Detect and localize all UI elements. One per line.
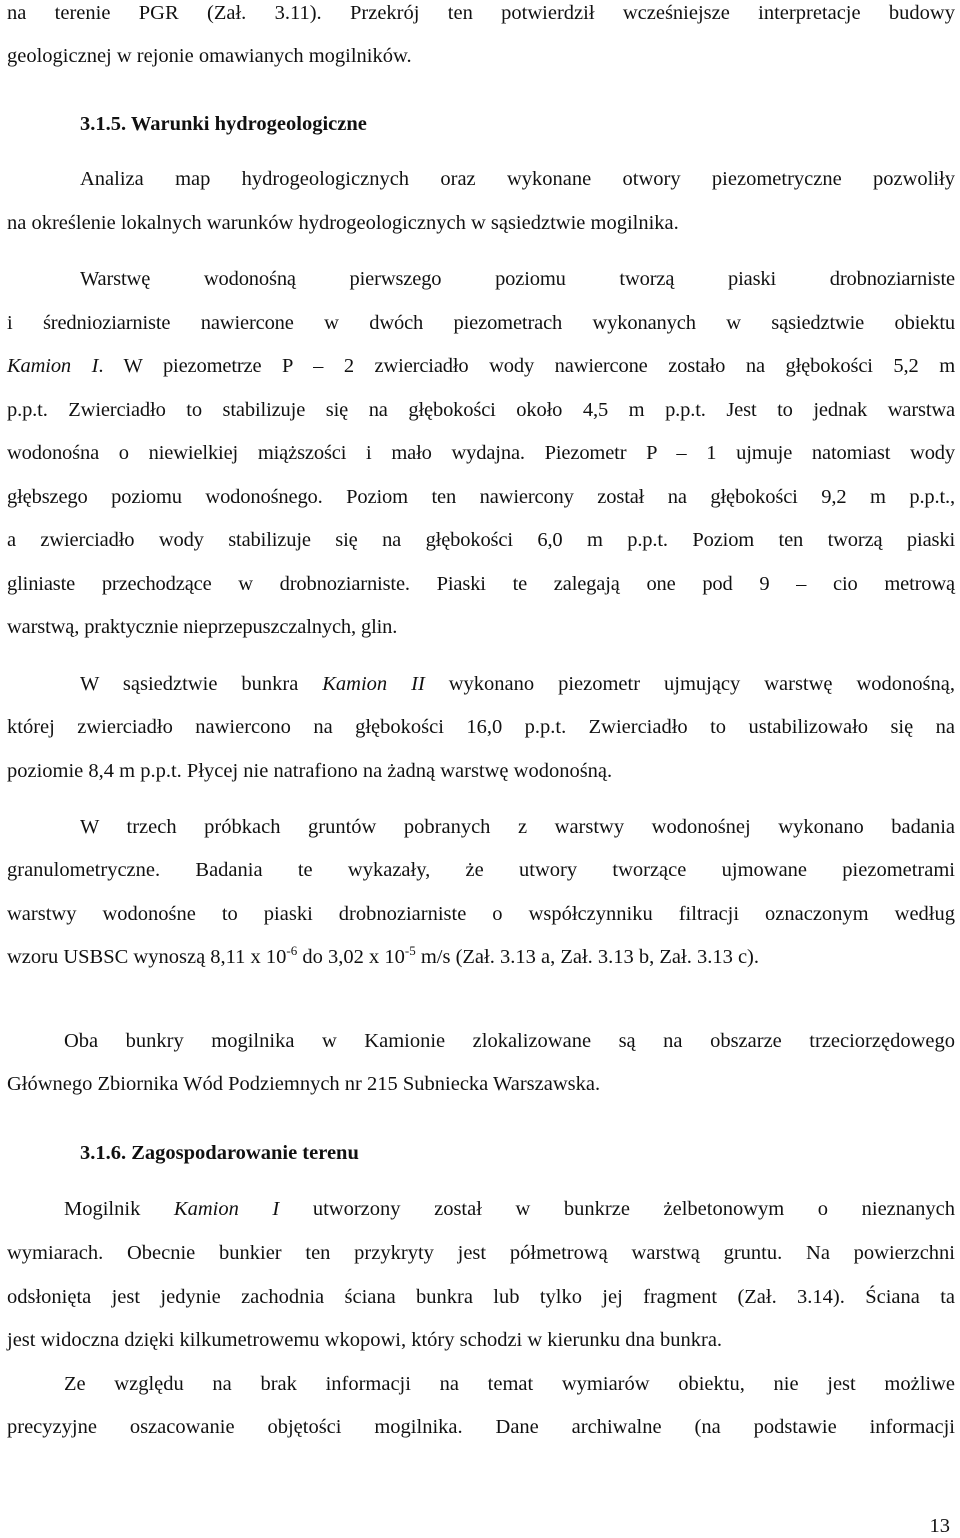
paragraph-line: granulometryczne. Badania te wykazały, że utwory tworzące ujmowane piezometrami <box>7 859 955 881</box>
paragraph-line: gliniaste przechodzące w drobnoziarniste. Piaski te zalegają one pod 9 – cio metrową <box>7 573 955 595</box>
paragraph-line: poziomie 8,4 m p.p.t. Płycej nie natrafiono na żadną warstwę wodonośną. <box>7 760 613 782</box>
paragraph-line: Warstwę wodonośną pierwszego poziomu tworzą piaski drobnoziarniste <box>80 268 955 290</box>
italic-text: Kamion II <box>322 673 425 695</box>
text-span: m/s (Zał. 3.13 a, Zał. 3.13 b, Zał. 3.13 c). <box>415 946 760 968</box>
section-number: 3.1.6. <box>80 1142 127 1164</box>
superscript: -5 <box>404 943 416 958</box>
paragraph-line: a zwierciadło wody stabilizuje się na głębokości 6,0 m p.p.t. Poziom ten tworzą piaski <box>7 529 955 551</box>
section-number: 3.1.5. <box>80 113 127 135</box>
paragraph-line: warstwą, praktycznie nieprzepuszczalnych, glin. <box>7 616 398 638</box>
paragraph-line <box>64 1196 955 1222</box>
text-span: W sąsiedztwie bunkra <box>80 673 323 695</box>
paragraph-line <box>7 353 955 379</box>
italic-text: Kamion I <box>7 355 99 377</box>
text-line: na terenie PGR (Zał. 3.11). Przekrój ten potwierdził wcześniejsze interpretacje budowy <box>7 2 955 24</box>
paragraph-line: Ze względu na brak informacji na temat wymiarów obiektu, nie jest możliwe <box>64 1373 955 1395</box>
section-title: Zagospodarowanie terenu <box>131 1142 359 1164</box>
paragraph-line: W trzech próbkach gruntów pobranych z warstwy wodonośnej wykonano badania <box>80 816 955 838</box>
paragraph-line <box>7 944 955 970</box>
paragraph-line: p.p.t. Zwierciadło to stabilizuje się na głębokości około 4,5 m p.p.t. Jest to jednak warstwa <box>7 399 955 421</box>
text-span: utworzony został w bunkrze żelbetonowym o nieznanych <box>279 1198 955 1220</box>
paragraph-line: warstwy wodonośne to piaski drobnoziarniste o współczynniku filtracji oznaczonym według <box>7 903 955 925</box>
paragraph-line: odsłonięta jest jedynie zachodnia ściana bunkra lub tylko jej fragment (Zał. 3.14). Ściana ta <box>7 1286 955 1308</box>
text-span: wykonano piezometr ujmujący warstwę wodonośną, <box>424 673 955 695</box>
section-heading-3-1-5 <box>80 111 955 137</box>
section-heading-3-1-6 <box>80 1140 955 1166</box>
paragraph-line: wymiarach. Obecnie bunkier ten przykryty jest półmetrową warstwą gruntu. Na powierzchni <box>7 1242 955 1264</box>
text-span: Mogilnik <box>64 1198 174 1220</box>
paragraph-line: jest widoczna dzięki kilkumetrowemu wkopowi, który schodzi w kierunku dna bunkra. <box>7 1329 723 1351</box>
text-line: geologicznej w rejonie omawianych mogilników. <box>7 45 412 67</box>
text-span: do 3,02 x 10 <box>297 946 405 968</box>
paragraph-line: Głównego Zbiornika Wód Podziemnych nr 215 Subniecka Warszawska. <box>7 1073 601 1095</box>
paragraph-line: wodonośna o niewielkiej miąższości i mało wydajna. Piezometr P – 1 ujmuje natomiast wody <box>7 442 955 464</box>
paragraph-line: i średnioziarniste nawiercone w dwóch piezometrach wykonanych w sąsiedztwie obiektu <box>7 312 955 334</box>
paragraph-line <box>80 671 955 697</box>
paragraph-line: głębszego poziomu wodonośnego. Poziom ten nawiercony został na głębokości 9,2 m p.p.t., <box>7 486 955 508</box>
text-span: wzoru USBSC wynoszą 8,11 x 10 <box>7 946 287 968</box>
paragraph-line: Analiza map hydrogeologicznych oraz wykonane otwory piezometryczne pozwoliły <box>80 168 955 190</box>
section-title: Warunki hydrogeologiczne <box>130 113 367 135</box>
text-span: . W piezometrze P – 2 zwierciadło wody nawiercone zostało na głębokości 5,2 m <box>98 355 955 377</box>
paragraph-line: precyzyjne oszacowanie objętości mogilnika. Dane archiwalne (na podstawie informacji <box>7 1416 955 1438</box>
italic-text: Kamion I <box>173 1198 280 1220</box>
paragraph-line: Oba bunkry mogilnika w Kamionie zlokalizowane są na obszarze trzeciorzędowego <box>64 1030 955 1052</box>
paragraph-line: której zwierciadło nawiercono na głębokości 16,0 p.p.t. Zwierciadło to ustabilizowało się na <box>7 716 955 738</box>
paragraph-line: na określenie lokalnych warunków hydrogeologicznych w sąsiedztwie mogilnika. <box>7 212 679 234</box>
page-number: 13 <box>929 1515 950 1537</box>
superscript: -6 <box>286 943 298 958</box>
